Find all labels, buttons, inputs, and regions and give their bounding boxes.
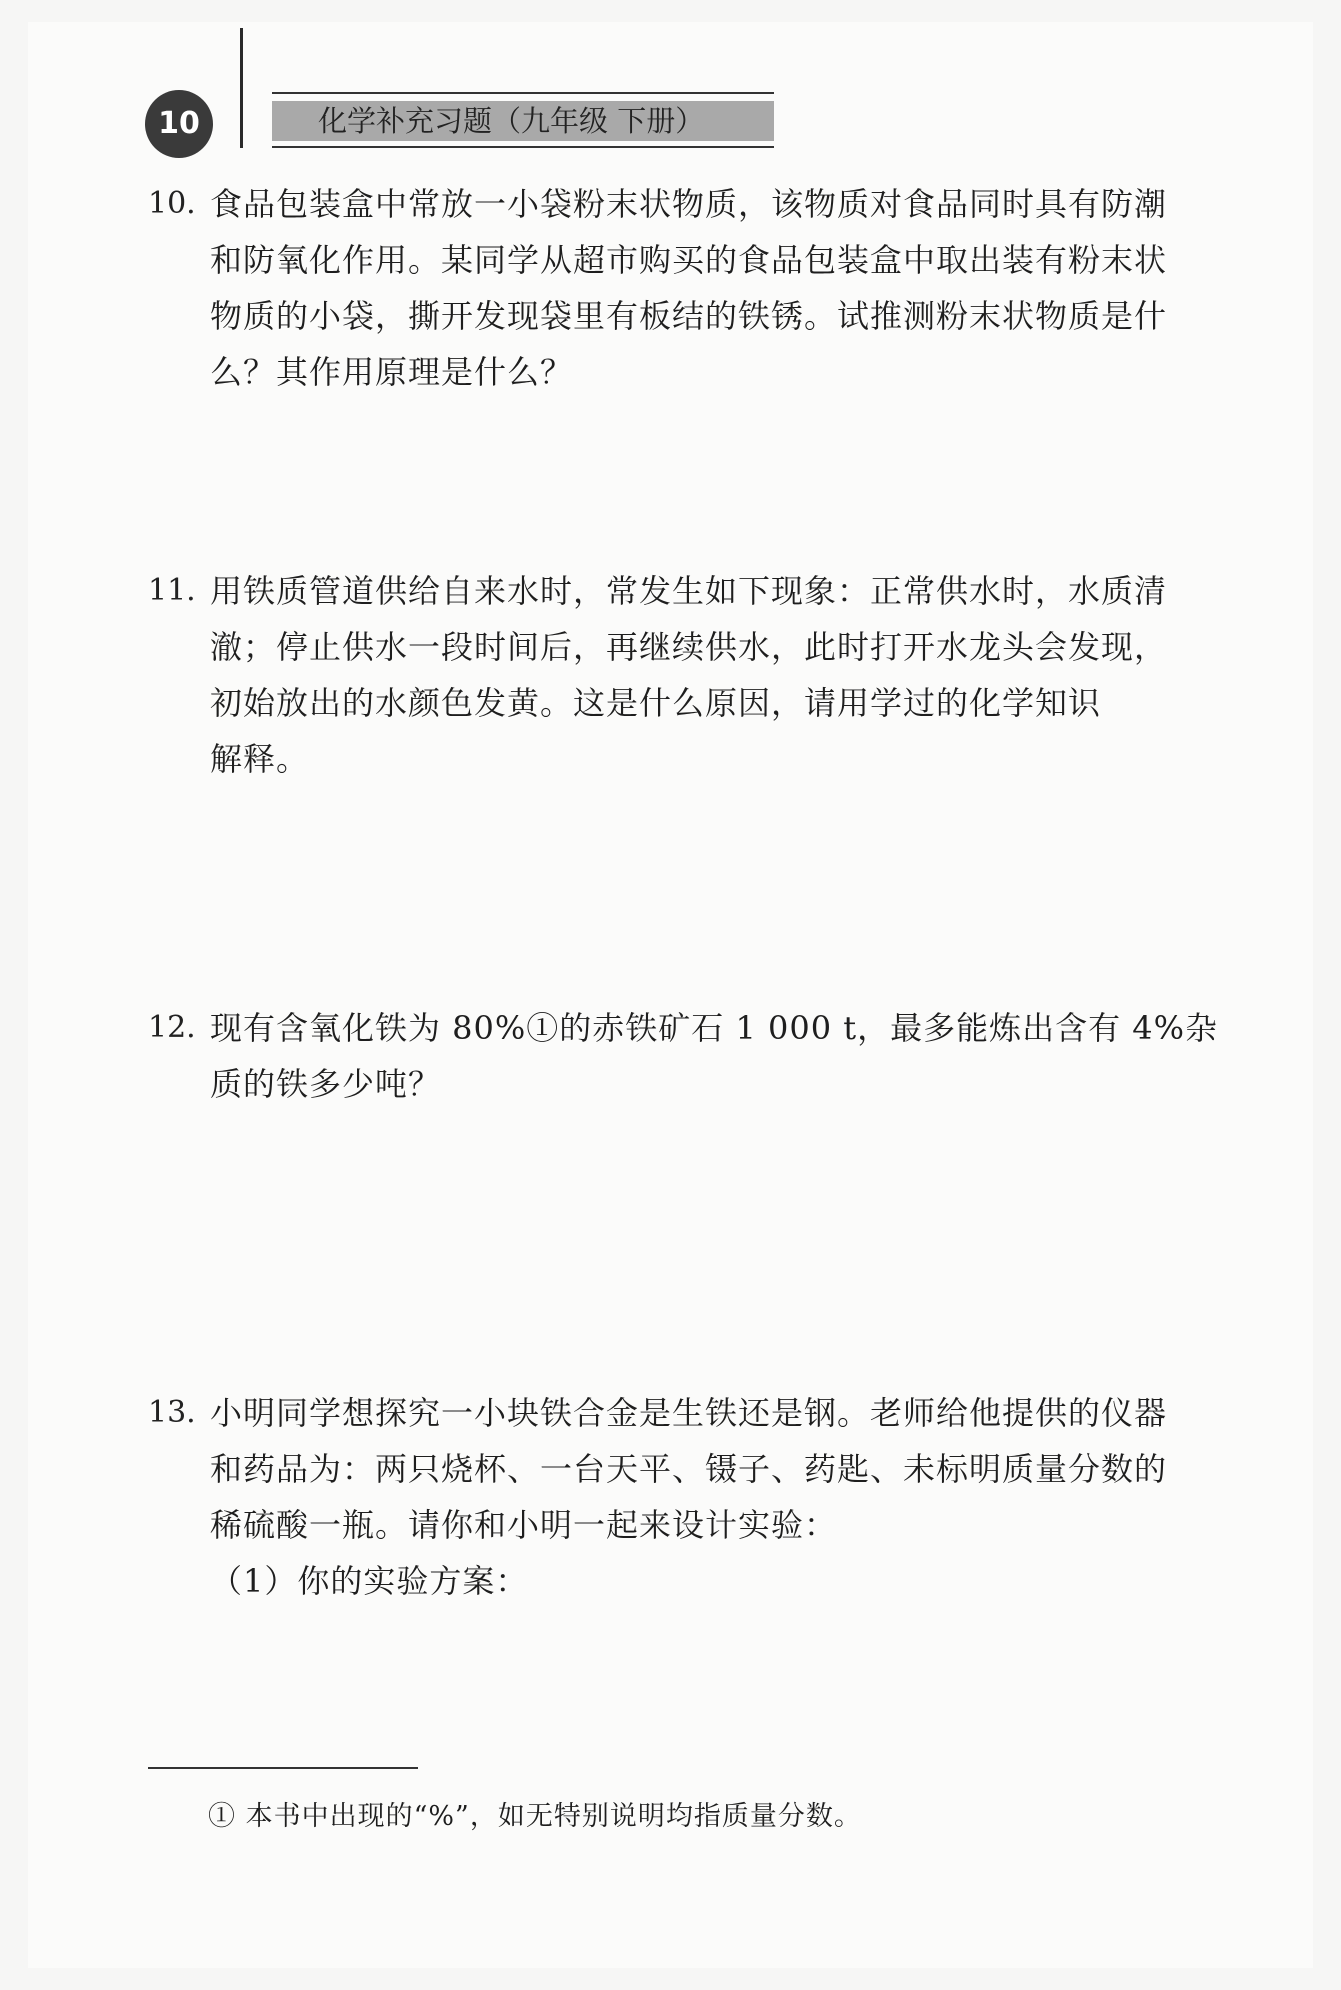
footnote-rule [148, 1767, 418, 1769]
question-line: 食品包装盒中常放一小袋粉末状物质，该物质对食品同时具有防潮 [210, 185, 1168, 223]
question-line: 么？其作用原理是什么？ [210, 353, 574, 391]
question-13-text [210, 1385, 1240, 1609]
question-10-text [210, 176, 1240, 400]
question-line: 用铁质管道供给自来水时，常发生如下现象：正常供水时，水质清 [210, 572, 1168, 610]
question-line: 初始放出的水颜色发黄。这是什么原因，请用学过的化学知识 [210, 684, 1102, 722]
question-line: 和药品为：两只烧杯、一台天平、镊子、药匙、未标明质量分数的 [210, 1450, 1168, 1488]
header-rule-top [272, 92, 774, 94]
question-13-number: 13. [148, 1395, 196, 1430]
question-line: 和防氧化作用。某同学从超市购买的食品包装盒中取出装有粉末状 [210, 241, 1168, 279]
question-line: 稀硫酸一瓶。请你和小明一起来设计实验： [210, 1506, 838, 1544]
question-10-number: 10. [148, 186, 196, 221]
header-vertical-rule [240, 28, 243, 148]
footnote: ① 本书中出现的“%”，如无特别说明均指质量分数。 [208, 1801, 862, 1832]
question-12-number: 12. [148, 1010, 196, 1045]
question-line: 解释。 [210, 740, 310, 778]
page-number-badge: 10 [145, 90, 213, 158]
question-line: 小明同学想探究一小块铁合金是生铁还是钢。老师给他提供的仪器 [210, 1394, 1168, 1432]
running-title: 化学补充习题（九年级 下册） [318, 104, 705, 138]
question-11-text [210, 563, 1240, 787]
question-11-number: 11. [148, 573, 196, 608]
question-line: 澈；停止供水一段时间后，再继续供水，此时打开水龙头会发现， [210, 628, 1168, 666]
question-subitem: （1）你的实验方案： [210, 1562, 529, 1600]
question-12-text [210, 1000, 1240, 1112]
question-line: 现有含氧化铁为 80%①的赤铁矿石 1 000 t，最多能炼出含有 4%杂 [210, 1009, 1219, 1047]
question-line: 物质的小袋，撕开发现袋里有板结的铁锈。试推测粉末状物质是什 [210, 297, 1168, 335]
question-line: 质的铁多少吨？ [210, 1065, 442, 1103]
header-rule-bottom [272, 146, 774, 148]
